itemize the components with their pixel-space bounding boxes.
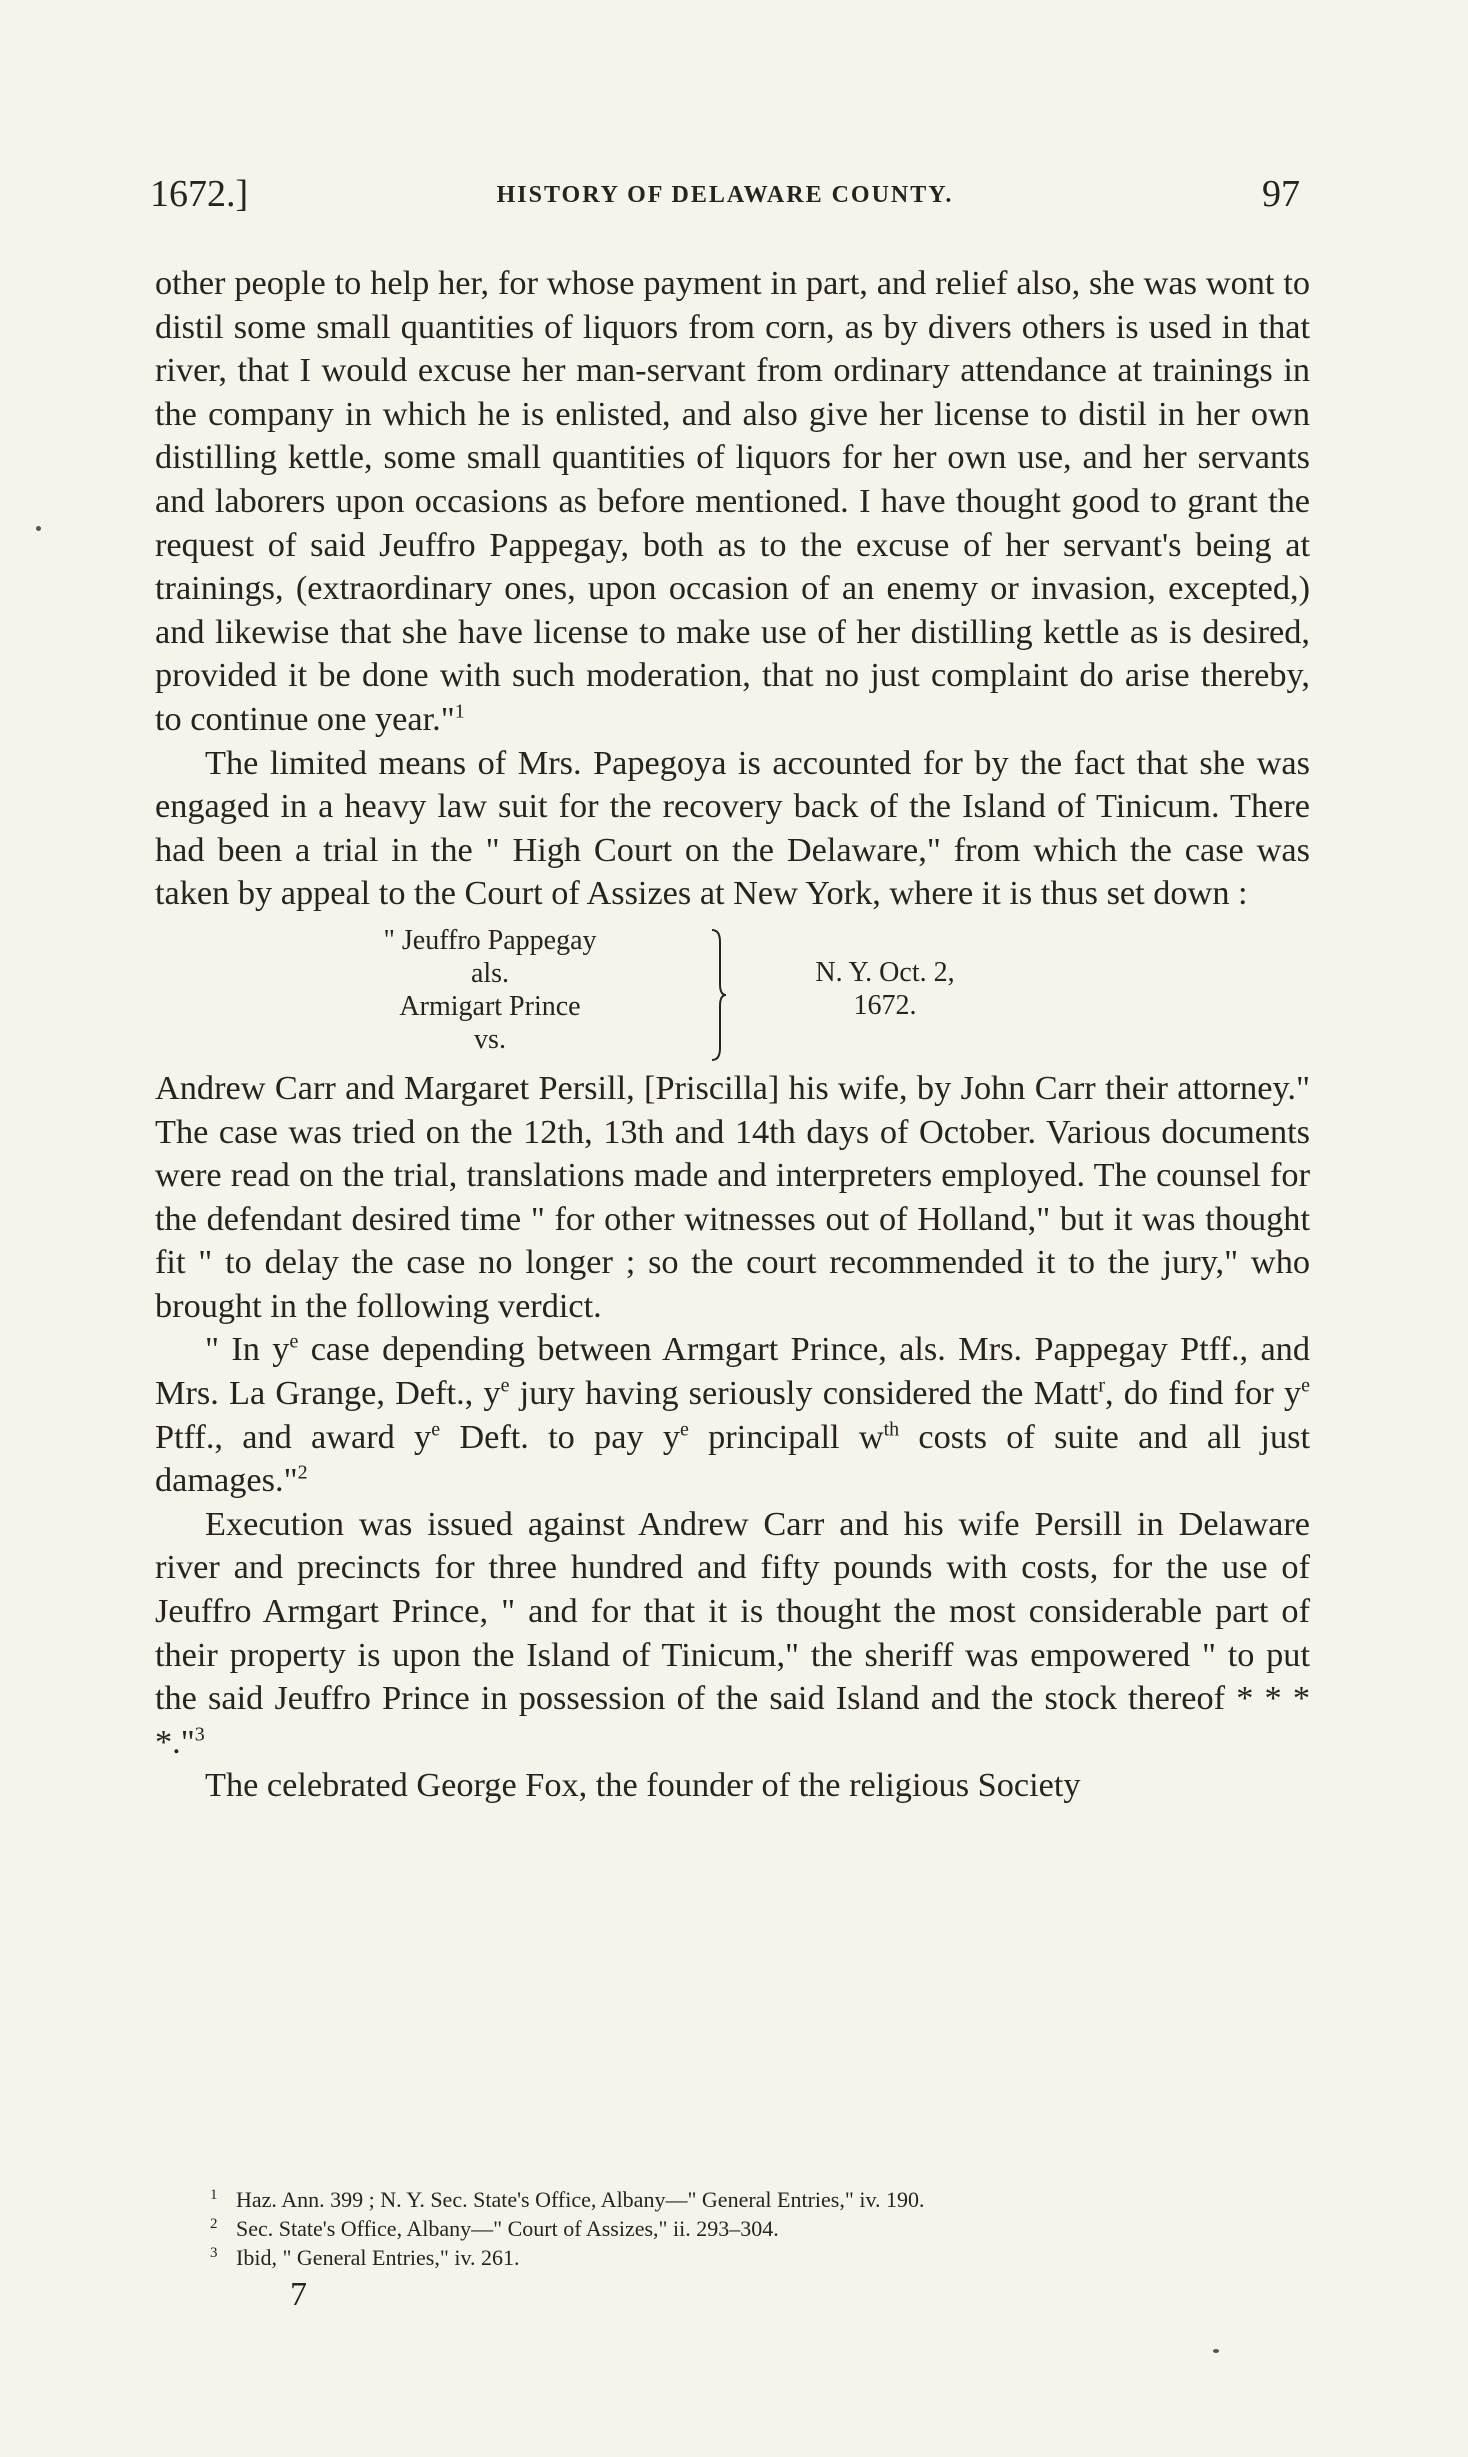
case-date: [765, 956, 1005, 1022]
case-date-line-1: N. Y. Oct. 2,: [815, 956, 955, 988]
footnote-text: Ibid, " General Entries," iv. 261.: [236, 2245, 520, 2270]
header-year: 1672.]: [150, 173, 249, 215]
footnote-1: 1 Haz. Ann. 399 ; N. Y. Sec. State's Office, Albany—" General Entries," iv. 190.: [210, 2186, 925, 2212]
page-number: 97: [1262, 173, 1300, 215]
verdict-text: " In y: [205, 1330, 290, 1369]
verdict-text: costs of suite and all just damages.": [155, 1417, 1310, 1500]
footnote-ref-2: 2: [297, 1461, 308, 1484]
signature-mark: 7: [290, 2276, 307, 2313]
caption-line-als: als.: [470, 957, 510, 989]
verdict-text: principall w: [688, 1417, 884, 1456]
footnote-text: Sec. State's Office, Albany—" Court of Assizes," ii. 293–304.: [236, 2216, 779, 2241]
verdict-superscript: r: [1098, 1374, 1106, 1397]
paragraph-george-fox: The celebrated George Fox, the founder of the religious Society: [205, 1766, 1081, 1805]
paragraph-1-text: other people to help her, for whose payment in part, and relief also, she was wont to distil some small quantities of liquors from corn, as by divers others is used in that river, that I would excuse her man-servant from ordinary attendance at trainings in the company in which he is enlisted, and also give her license to distil in her own distilling kettle, some small quantities of liquors for her own use, and her servants and laborers upon occasions as before mentioned. I have thought good to grant the request of said Jeuffro Pappegay, both as to the excuse of her servant's being at trainings, (extraordinary ones, upon occasion of an enemy or invasion, excepted,) and likewise that she have license to make use of her distilling kettle as is desired, provided it be done with such moderation, that no just complaint do arise thereby, to continue one year.": [155, 264, 1310, 738]
footnotes: [210, 2185, 1310, 2272]
paper-speck: [1213, 2349, 1219, 2353]
paragraph-3: Andrew Carr and Margaret Persill, [Priscilla] his wife, by John Carr their attorney." The case was tried on the 12th, 13th and 14th days of October. Various documents were read on the trial, translations made and interpreters employed. The counsel for the defendant desired time " for other witnesses out of Holland," but it was thought fit " to delay the case no longer ; so the court recommended it to the jury," who brought in the following verdict.: [155, 1068, 1310, 1325]
paper-speck: [36, 526, 41, 531]
verdict-text: , do find for y: [1105, 1374, 1302, 1413]
verdict-text: case depending between Armgart Prince, als. Mrs. Pappegay Ptff., and Mrs. La Grange, Deft., y: [155, 1330, 1310, 1413]
footnote-ref-3: 3: [194, 1723, 205, 1746]
footnote-ref-1: 1: [454, 700, 465, 723]
paragraph-1: [155, 262, 1310, 742]
footnote-3: 3 Ibid, " General Entries," iv. 261.: [210, 2244, 520, 2270]
running-header: [150, 172, 1300, 222]
verdict-superscript: e: [500, 1374, 510, 1397]
paragraph-verdict: [155, 1328, 1310, 1502]
verdict-superscript: e: [431, 1418, 441, 1441]
paragraph-execution-text: Execution was issued against Andrew Carr and his wife Persill in Delaware river and precincts for three hundred and fifty pounds with costs, for the use of Jeuffro Armgart Prince, " and for that it is thought the most considerable part of their property is upon the Island of Tinicum," the sheriff was empowered " to put the said Jeuffro Prince in possession of the said Island and the stock thereof * * * *.": [155, 1504, 1310, 1761]
case-caption: [155, 924, 1310, 1069]
caption-line-plaintiff: " Jeuffro Pappegay: [383, 924, 597, 956]
case-date-line-2: 1672.: [853, 989, 917, 1021]
footnote-2: 2 Sec. State's Office, Albany—" Court of Assizes," ii. 293–304.: [210, 2215, 779, 2241]
verdict-superscript: th: [883, 1418, 900, 1441]
curly-brace: [710, 928, 728, 1062]
paragraph-execution: [155, 1503, 1310, 1765]
footnote-text: Haz. Ann. 399 ; N. Y. Sec. State's Office, Albany—" General Entries," iv. 190.: [236, 2187, 925, 2212]
caption-line-vs: vs.: [474, 1023, 506, 1055]
caption-line-prince: Armigart Prince: [399, 990, 581, 1022]
verdict-text: jury having seriously considered the Matt: [509, 1374, 1099, 1413]
verdict-superscript: e: [679, 1418, 689, 1441]
paragraph-2: The limited means of Mrs. Papegoya is accounted for by the fact that she was engaged in a heavy law suit for the recovery back of the Island of Tinicum. There had been a trial in the " High Court on the Delaware," from which the case was taken by appeal to the Court of Assizes at New York, where it is thus set down :: [155, 743, 1310, 913]
verdict-text: Ptff., and award y: [155, 1417, 432, 1456]
verdict-superscript: e: [1301, 1374, 1310, 1397]
verdict-superscript: e: [289, 1331, 299, 1354]
case-parties: [265, 924, 715, 1056]
verdict-text: Deft. to pay y: [440, 1417, 680, 1456]
page-body: [155, 262, 1310, 1808]
header-title: HISTORY OF DELAWARE COUNTY.: [496, 182, 954, 208]
